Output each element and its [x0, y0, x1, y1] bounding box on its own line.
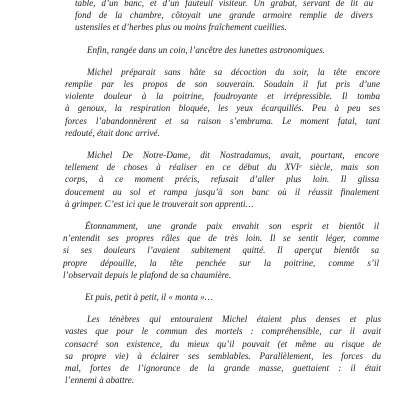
text-line: Étonnamment, une grande paix envahit son esprit et bientôt il	[85, 221, 379, 232]
text-line: l’observait depuis le plafond de sa chaumière.	[63, 269, 232, 280]
text-line: Michel préparait sans hâte sa décoction du soir, la tête encore	[87, 66, 380, 77]
paragraph-3	[0, 66, 401, 139]
text-line: Michel De Notre-Dame, dit Nostradamus, avait, pourtant, encore	[87, 150, 379, 161]
text-line: corps, à ce moment précis, refusait d’aller plus loin. Il glissa	[65, 174, 379, 185]
text-line: vastes que pour le commun des mortels : compréhensible, car il avait	[65, 326, 381, 337]
paragraph-6	[0, 291, 401, 303]
text-line: si ses douleurs l’avaient subitement quitté. Il aperçut bientôt sa	[63, 245, 379, 256]
text-line: consacré son existence, du mieux qu’il pouvait (et même au risque de	[65, 338, 381, 349]
text-line: fond de la chambre, côtoyait une grande armoire remplie de divers	[75, 10, 373, 21]
paragraph-5	[0, 220, 401, 281]
text-line: table, d’un banc, et d’un fauteuil visiteur. Un grabat, servant de lit au	[75, 0, 373, 8]
text-line: Et puis, petit à petit, il « monta »…	[85, 292, 213, 303]
paragraph-4	[0, 149, 401, 210]
text-line: tellement de choses à réaliser en ce début du XVIᵉ siècle, mais son	[65, 162, 379, 173]
text-line: mal, fortes de l’ignorance de la grande masse, guettaient : il était	[65, 363, 381, 374]
paragraph-1	[0, 0, 401, 34]
text-line: propre dépouille, la tête penchée sur la poitrine, comme s’il	[63, 257, 379, 268]
text-line: sa propre vie) à éclairer ses semblables. Parallèlement, les forces du	[65, 350, 381, 361]
paragraph-7	[0, 313, 401, 386]
text-line: redouté, était donc arrivé.	[65, 127, 160, 138]
paragraph-2	[0, 44, 401, 56]
text-line: doucement au sol et rampa jusqu’à son banc où il réussit finalement	[65, 186, 379, 197]
text-line: remplie par les propos de son souverain. Soudain il fut pris d’une	[65, 79, 380, 90]
text-line: n’entendit ses propres râles que de très loin. Il se sentit léger, comme	[63, 233, 379, 244]
text-line: forces l’abandonnèrent et sa raison s’embruma. Le moment fatal, tant	[65, 115, 380, 126]
text-line: violente douleur à la poitrine, foudroyante et irrépressible. Il tomba	[65, 91, 380, 102]
text-line: à grimper. C’est ici que le trouverait son apprenti…	[65, 198, 254, 209]
text-line: Enfin, rangée dans un coin, l’ancêtre des lunettes astronomiques.	[87, 44, 326, 55]
text-line: Les ténèbres qui entouraient Michel étaient plus denses et plus	[87, 314, 381, 325]
text-line: ustensiles et d’herbes plus ou moins fraîchement cueillies.	[75, 22, 287, 33]
text-line: l’ennemi à abattre.	[65, 375, 135, 386]
text-line: à genoux, la respiration bloquée, les yeux écarquillés. Peu à peu ses	[65, 103, 380, 114]
